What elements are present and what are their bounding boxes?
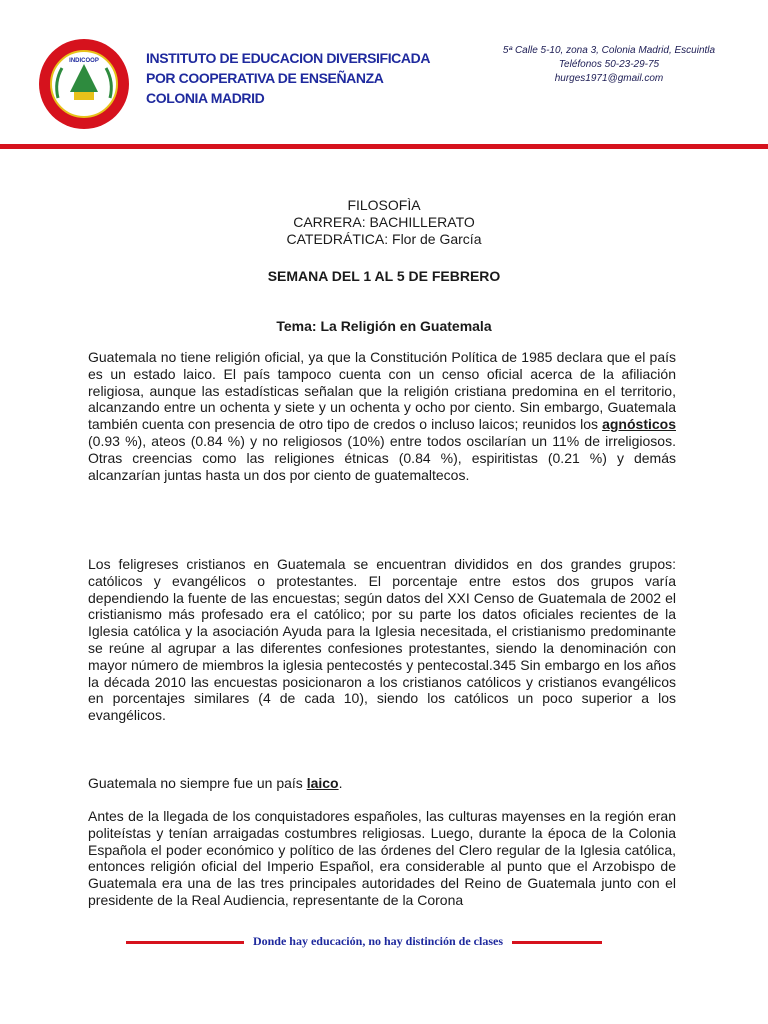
header-divider xyxy=(0,144,768,149)
paragraph-4: Antes de la llegada de los conquistadores españoles, las culturas mayenses en la región eran politeístas y tenían arraigadas costumbres religiosas. Luego, durante la época de la Colonia Española el poder económico y político de las órdenes del Clero regular de la Iglesia católica, entonces religión oficial del Imperio Español, era considerable al punto que el Arzobispo de Guatemala era una de las tres principales autoridades del Reino de Guatemala junto con el presidente de la Real Audiencia, representante de la Corona xyxy=(88,808,676,908)
week-heading: SEMANA DEL 1 AL 5 DE FEBRERO xyxy=(267,268,501,284)
svg-text:INDICOOP: INDICOOP xyxy=(69,58,99,64)
paragraph-1-text-b: (0.93 %), ateos (0.84 %) y no religiosos (10%) entre todos oscilarían un 11% de irreligiosos. Otras creencias como las religiones étnicas (0.84 %), espiritistas (0.21 %) y demás alcanzarían juntas hasta un dos por ciento de guatemaltecos. xyxy=(88,432,676,483)
keyword-laico[interactable]: laico xyxy=(306,775,339,791)
paragraph-3-text-a: Guatemala no siempre fue un país xyxy=(88,775,307,791)
paragraph-2: Los feligreses cristianos en Guatemala se encuentran divididos en dos grandes grupos: católicos y evangélicos o protestantes. El porcentaje entre estos dos grupos varía dependiendo la fuente de las encuestas; según datos del XXI Censo de Guatemala de 2002 el cristianismo más profesado era el católico; por su parte los datos oficiales recientes de la Iglesia católica y la asociación Ayuda para la Iglesia necesitada, el cristianismo predominante se reúne al agrupar a las diferentes confesiones protestantes, siendo la denominación con mayor número de miembros la iglesia pentecostés y pentecostal.345 Sin embargo en los años la década 2010 las encuestas posicionaron a los cristianos católicos y cristianos evangélicos en porcentajes similares (4 de cada 10), siendo los católicos un poco superior a los evangélicos. xyxy=(88,556,676,724)
contact-info xyxy=(474,44,744,86)
career-line: CARRERA: BACHILLERATO xyxy=(293,214,475,230)
institution-line-1: INSTITUTO DE EDUCACION DIVERSIFICADA xyxy=(146,50,431,66)
paragraph-3-text-b: . xyxy=(338,775,343,791)
footer-rule-right xyxy=(512,941,602,944)
subject-title: FILOSOFÌA xyxy=(347,197,421,213)
institution-line-2: POR COOPERATIVA DE ENSEÑANZA xyxy=(146,70,384,86)
topic-heading: Tema: La Religión en Guatemala xyxy=(276,318,492,334)
course-info xyxy=(0,197,768,248)
paragraph-1-text-a: Guatemala no tiene religión oficial, ya que la Constitución Política de 1985 declara que el país es un estado laico. El país tampoco cuenta con un censo oficial acerca de la afiliación religiosa, aunque las estadísticas señalan que la religión cristiana predomina en el territorio, alcanzando entre un ochenta y siete y un ochenta y ocho por ciento. Sin embargo, Guatemala también cuenta con presencia de otro tipo de credos o incluso laicos; reunidos los xyxy=(88,349,676,433)
phone-numbers: Teléfonos 50-23-29-75 xyxy=(558,59,660,70)
institution-name xyxy=(146,48,430,108)
footer-motto: Donde hay educación, no hay distinción de clases xyxy=(252,934,504,948)
footer xyxy=(0,932,768,952)
keyword-agnosticos[interactable]: agnósticos xyxy=(602,416,676,433)
paragraph-3 xyxy=(88,775,676,792)
footer-rule-left xyxy=(126,941,244,944)
institution-line-3: COLONIA MADRID xyxy=(146,90,265,106)
email-address[interactable]: hurges1971@gmail.com xyxy=(554,73,664,84)
school-logo xyxy=(38,38,130,130)
paragraph-1 xyxy=(88,349,676,483)
address: 5ª Calle 5-10, zona 3, Colonia Madrid, Escuintla xyxy=(502,45,716,56)
teacher-line: CATEDRÁTICA: Flor de García xyxy=(286,231,482,247)
